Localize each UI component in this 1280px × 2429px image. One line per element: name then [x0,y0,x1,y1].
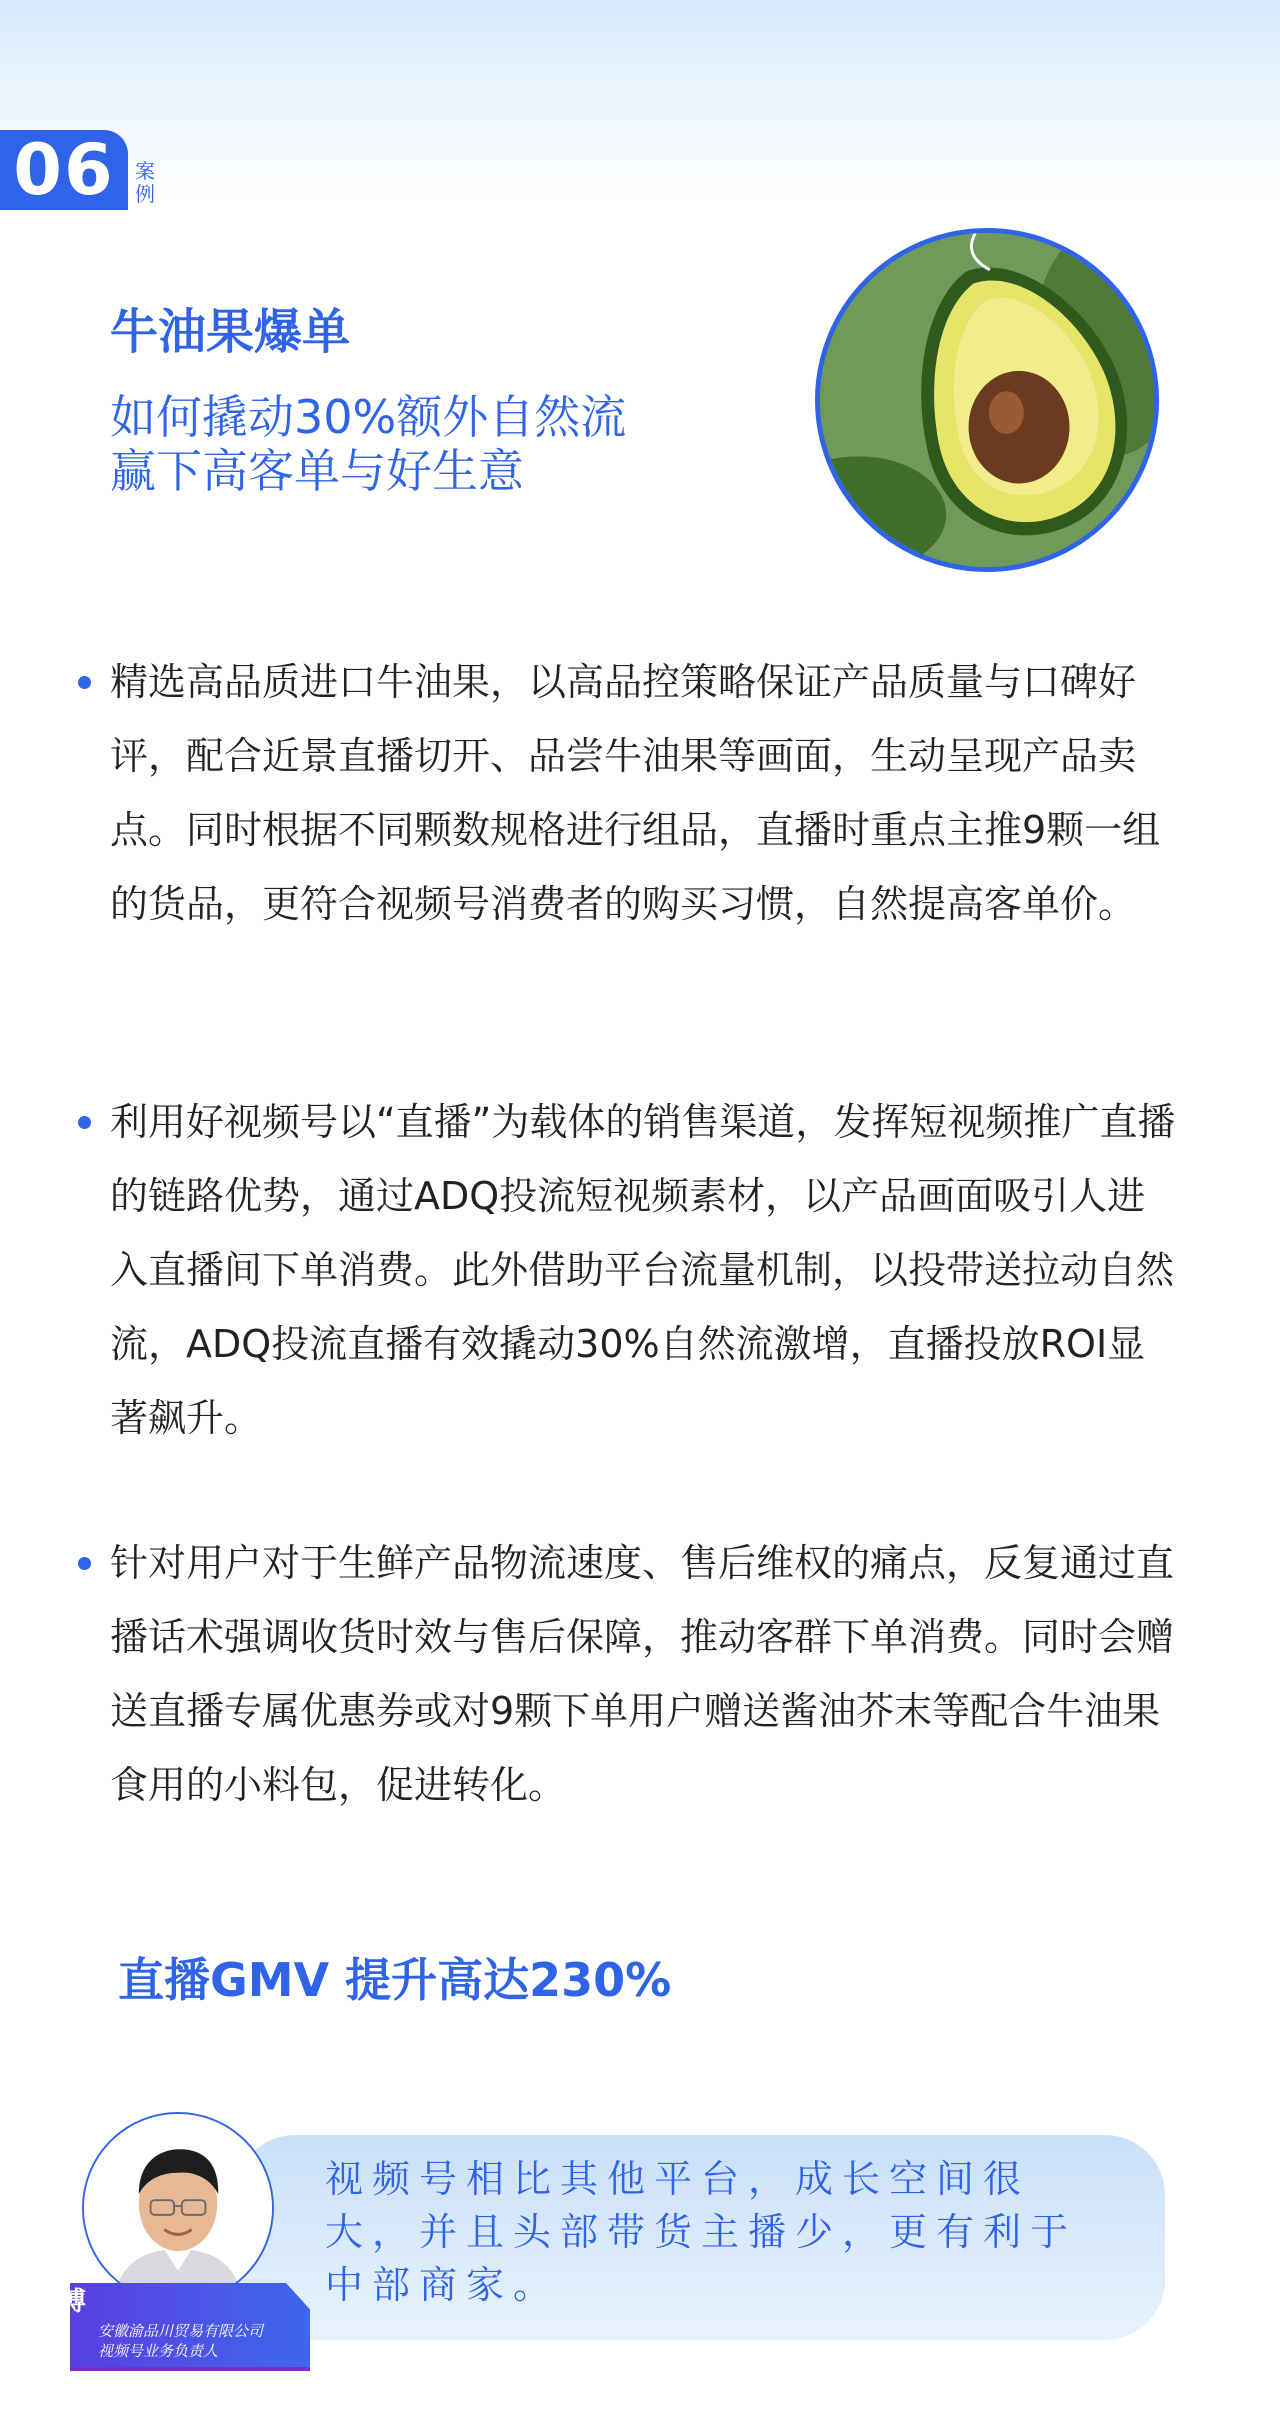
person-portrait-icon [84,2114,272,2302]
avatar [82,2112,274,2304]
case-subtitle [110,390,750,498]
avocado-illustration [820,233,1154,567]
case-label: 案例 [135,159,155,206]
person-role: 视频号业务负责人 [98,2342,219,2360]
subtitle-line-2: 赢下高客单与好生意 [110,444,524,498]
subtitle-line-1: 如何撬动30%额外自然流 [110,390,627,444]
person-company: 安徽渝品川贸易有限公司 [98,2322,264,2340]
paragraph-3: 针对用户对于生鲜产品物流速度、售后维权的痛点，反复通过直播话术强调收货时效与售后保障，推动客群下单消费。同时会赠送直播专属优惠券或对9颗下单用户赠送酱油芥末等配合牛油果食用的小料包，促进转化。 [110,1526,1180,1822]
quote-text: 视频号相比其他平台，成长空间很大，并且头部带货主播少，更有利于中部商家。 [325,2157,1078,2307]
paragraph-2: 利用好视频号以“直播”为载体的销售渠道，发挥短视频推广直播的链路优势，通过ADQ投流短视频素材，以产品画面吸引人进入直播间下单消费。此外借助平台流量机制，以投带送拉动自然流，ADQ投流直播有效撬动30%自然流激增，直播投放ROI显著飙升。 [110,1085,1180,1455]
case-title: 牛油果爆单 [110,304,351,360]
person-name: 绳博 [34,2287,87,2317]
gmv-highlight: 直播GMV 提升高达230% [118,1953,672,2007]
paragraph-1: 精选高品质进口牛油果，以高品控策略保证产品质量与口碑好评，配合近景直播切开、品尝牛油果等画面，生动呈现产品卖点。同时根据不同颗数规格进行组品，直播时重点主推9颗一组的货品，更符合视频号消费者的购买习惯，自然提高客单价。 [110,645,1180,941]
case-number-badge: 06 [0,130,128,210]
avocado-photo [815,228,1159,572]
